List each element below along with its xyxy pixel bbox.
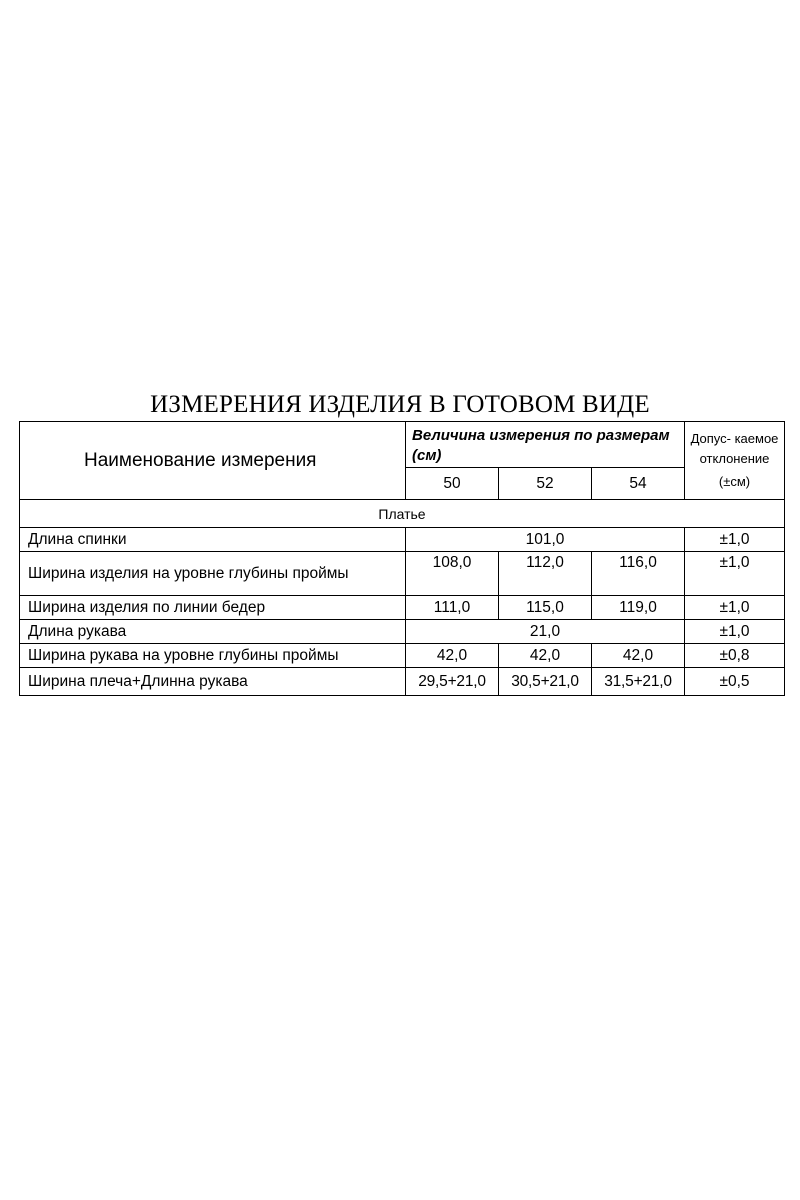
measurement-name: Ширина рукава на уровне глубины проймы — [20, 644, 406, 668]
measurement-value-54: 31,5+21,0 — [592, 668, 685, 696]
section-row — [20, 500, 785, 528]
measurement-value-merged: 21,0 — [406, 620, 685, 644]
table-header-row — [20, 422, 785, 468]
measurement-value-52: 42,0 — [499, 644, 592, 668]
size-50-header: 50 — [406, 468, 499, 500]
header-tolerance-label: Допус- каемое отклонение — [690, 431, 779, 466]
measurement-name: Длина рукава — [20, 620, 406, 644]
measurement-name: Ширина изделия по линии бедер — [20, 596, 406, 620]
measurement-value-54: 116,0 — [592, 552, 685, 596]
header-name-cell: Наименование измерения — [20, 422, 406, 500]
measurement-tolerance: ±1,0 — [685, 528, 785, 552]
measurement-value-50: 29,5+21,0 — [406, 668, 499, 696]
header-tolerance-cell — [685, 422, 785, 500]
measurement-value-54: 119,0 — [592, 596, 685, 620]
measurement-value-merged: 101,0 — [406, 528, 685, 552]
measurement-name: Ширина плеча+Длинна рукава — [20, 668, 406, 696]
header-size-group-cell: Величина измерения по размерам (см) — [406, 422, 685, 468]
measurements-table — [19, 421, 785, 696]
measurement-tolerance: ±1,0 — [685, 596, 785, 620]
table-row — [20, 596, 785, 620]
header-tolerance-unit: (±см) — [718, 474, 751, 489]
size-54-header: 54 — [592, 468, 685, 500]
table-row — [20, 552, 785, 596]
size-52-header: 52 — [499, 468, 592, 500]
measurement-value-50: 108,0 — [406, 552, 499, 596]
table-row — [20, 620, 785, 644]
measurement-value-54: 42,0 — [592, 644, 685, 668]
measurement-value-52: 115,0 — [499, 596, 592, 620]
measurement-name: Длина спинки — [20, 528, 406, 552]
table-row — [20, 668, 785, 696]
measurement-tolerance: ±0,8 — [685, 644, 785, 668]
measurement-value-52: 30,5+21,0 — [499, 668, 592, 696]
section-label: Платье — [20, 500, 785, 528]
table-row — [20, 528, 785, 552]
measurement-value-50: 111,0 — [406, 596, 499, 620]
table-row — [20, 644, 785, 668]
measurement-value-52: 112,0 — [499, 552, 592, 596]
measurement-tolerance: ±1,0 — [685, 620, 785, 644]
measurement-name: Ширина изделия на уровне глубины проймы — [20, 552, 406, 596]
measurement-tolerance: ±0,5 — [685, 668, 785, 696]
measurement-value-50: 42,0 — [406, 644, 499, 668]
measurement-tolerance: ±1,0 — [685, 552, 785, 596]
page-title: ИЗМЕРЕНИЯ ИЗДЕЛИЯ В ГОТОВОМ ВИДЕ — [150, 391, 650, 418]
